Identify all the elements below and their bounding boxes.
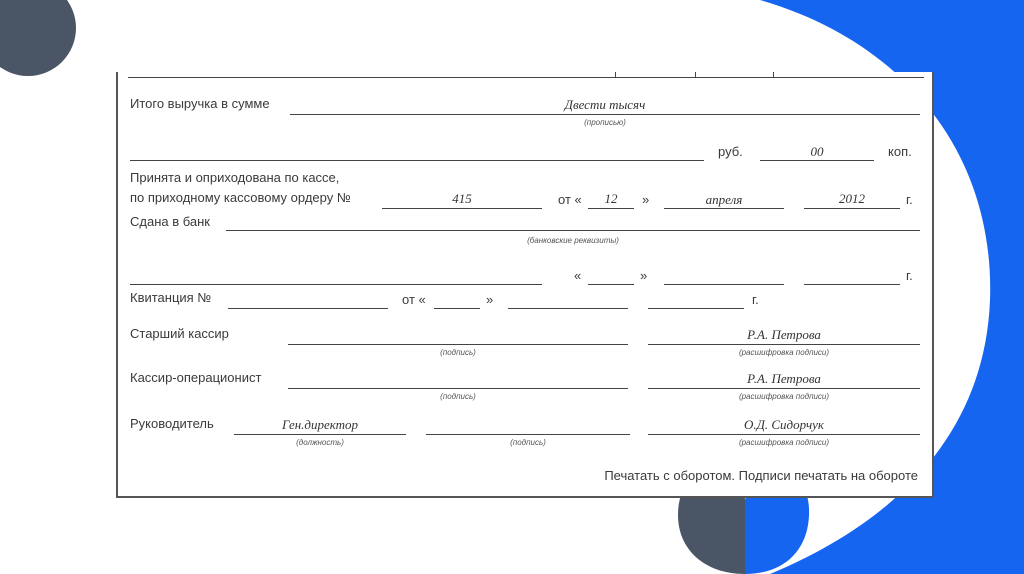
cashier-operator-name-line (648, 388, 920, 389)
head-name-line (648, 434, 920, 435)
rub-label: руб. (718, 144, 743, 159)
bank-details-line (226, 230, 920, 231)
cashier-operator-name-hint: (расшифровка подписи) (738, 392, 830, 401)
day-value: 12 (604, 191, 618, 206)
head-signature-hint: (подпись) (510, 438, 546, 447)
head-position-hint: (должность) (296, 438, 344, 447)
head-name-hint: (расшифровка подписи) (738, 438, 830, 447)
accepted-label-line1: Принята и оприходована по кассе, (130, 170, 340, 185)
table-column-divider (773, 72, 774, 78)
kop-line (760, 160, 874, 161)
table-column-divider (615, 72, 616, 78)
head-position-line (234, 434, 406, 435)
bank-day-line (588, 284, 634, 285)
total-words-hint: (прописью) (584, 118, 626, 127)
bank-date-quote-open: « (574, 268, 582, 283)
total-words-line (290, 114, 920, 115)
receipt-month-line (508, 308, 628, 309)
senior-cashier-name-hint: (расшифровка подписи) (738, 348, 830, 357)
amount-continuation-line (130, 160, 704, 161)
footer-note: Печатать с оборотом. Подписи печатать на обороте (604, 468, 918, 483)
cashier-operator-signature-line (288, 388, 628, 389)
total-words-value: Двести тысяч (564, 97, 646, 112)
receipt-year-suffix: г. (752, 292, 759, 307)
receipt-year-line (648, 308, 744, 309)
year-suffix: г. (906, 192, 913, 207)
receipt-quote-close: » (486, 292, 494, 307)
head-signature-line (426, 434, 630, 435)
bank-date-quote-close: » (640, 268, 648, 283)
receipt-day-line (434, 308, 480, 309)
senior-cashier-signature-line (288, 344, 628, 345)
slate-circle-top-left (0, 0, 76, 76)
head-position-value: Ген.директор (281, 417, 359, 432)
head-label: Руководитель (130, 416, 214, 431)
receipt-date-from: от « (402, 292, 426, 307)
senior-cashier-name-line (648, 344, 920, 345)
bank-label: Сдана в банк (130, 214, 210, 229)
bank-year-line (804, 284, 900, 285)
day-line (588, 208, 634, 209)
table-column-divider (695, 72, 696, 78)
cashier-operator-name: Р.А. Петрова (747, 371, 821, 386)
date-from-label: от « (558, 192, 582, 207)
senior-cashier-label: Старший кассир (130, 326, 229, 341)
order-number-line (382, 208, 542, 209)
table-bottom-line (128, 77, 924, 78)
head-name: О.Д. Сидорчук (743, 417, 825, 432)
month-value: апреля (705, 192, 743, 207)
bank-year-suffix: г. (906, 268, 913, 283)
cash-report-form (116, 72, 934, 498)
receipt-label: Квитанция № (130, 290, 212, 305)
bank-month-line (664, 284, 784, 285)
order-number-value: 415 (452, 191, 472, 206)
senior-cashier-signature-hint: (подпись) (440, 348, 476, 357)
kop-label: коп. (888, 144, 912, 159)
total-label: Итого выручка в сумме (130, 96, 270, 111)
accepted-label-line2: по приходному кассовому ордеру № (130, 190, 351, 205)
kop-value: 00 (810, 144, 824, 159)
year-value: 2012 (839, 191, 865, 206)
bank-details-hint: (банковские реквизиты) (527, 236, 619, 245)
cashier-operator-signature-hint: (подпись) (440, 392, 476, 401)
month-line (664, 208, 784, 209)
receipt-number-line (228, 308, 388, 309)
senior-cashier-name: Р.А. Петрова (747, 327, 821, 342)
quote-close: » (642, 192, 650, 207)
cashier-operator-label: Кассир-операционист (130, 370, 262, 385)
year-line (804, 208, 900, 209)
bank-continuation-line (130, 284, 542, 285)
